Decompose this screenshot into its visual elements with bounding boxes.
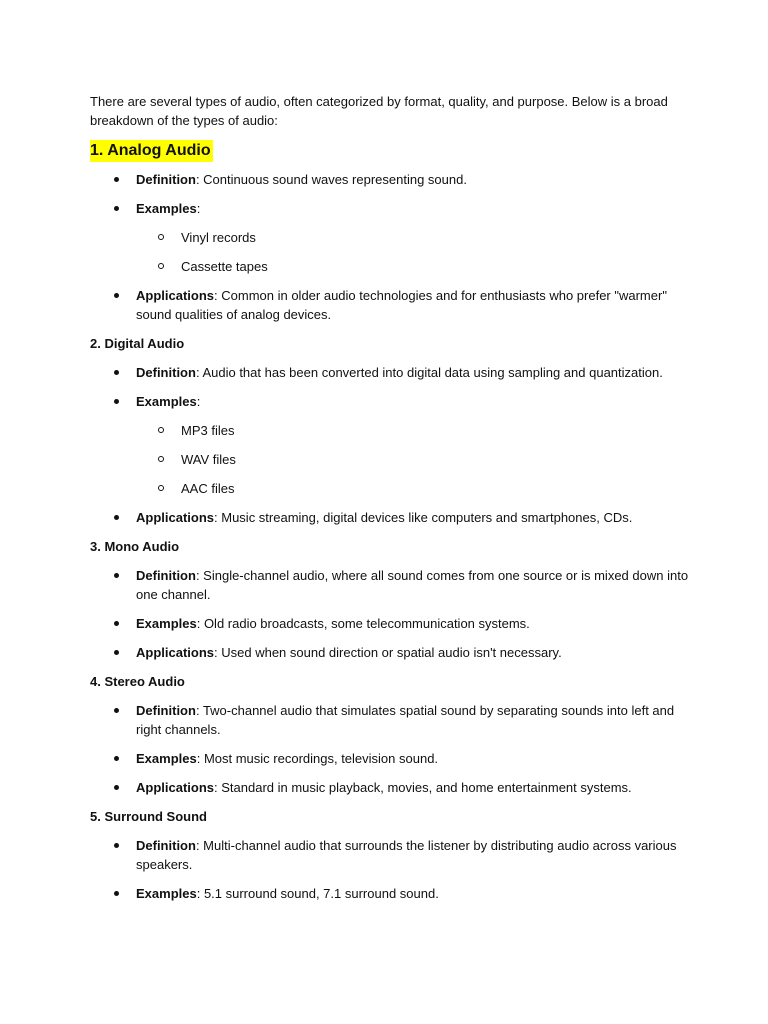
sub-bullet-item <box>136 450 690 469</box>
sub-bullet-item <box>136 228 690 247</box>
mono-bullet-list <box>90 566 690 662</box>
bullet-icon <box>114 370 119 375</box>
examples-text: 5.1 surround sound, 7.1 surround sound. <box>203 886 439 901</box>
sub-bullet-item <box>136 421 690 440</box>
applications-label: Applications <box>136 780 215 795</box>
examples-label: Examples <box>136 886 197 901</box>
bullet-item <box>90 199 690 276</box>
bullet-icon <box>114 293 119 298</box>
document-content <box>90 92 690 913</box>
bullet-icon <box>114 399 119 404</box>
bullet-item <box>90 566 690 604</box>
colon-separator: : <box>196 394 201 409</box>
bullet-item <box>90 392 690 498</box>
definition-label: Definition <box>136 838 196 853</box>
bullet-icon <box>114 650 119 655</box>
bullet-item <box>90 701 690 739</box>
examples-text: Old radio broadcasts, some telecommunication systems. <box>203 616 530 631</box>
bullet-icon <box>114 573 119 578</box>
surround-bullet-list <box>90 836 690 903</box>
colon-separator: : <box>195 365 203 380</box>
examples-text: Most music recordings, television sound. <box>203 751 439 766</box>
hollow-circle-icon <box>158 485 164 491</box>
stereo-bullet-list <box>90 701 690 797</box>
colon-separator: : <box>196 751 204 766</box>
bullet-item <box>90 286 690 324</box>
sub-bullet-item <box>136 479 690 498</box>
definition-label: Definition <box>136 172 196 187</box>
colon-separator: : <box>214 780 222 795</box>
section-analog <box>90 140 690 170</box>
example-text: WAV files <box>181 452 236 467</box>
examples-sublist <box>136 228 690 276</box>
definition-text: Audio that has been converted into digital data using sampling and quantization. <box>202 365 663 380</box>
definition-text: Multi-channel audio that surrounds the listener by distributing audio across various speakers. <box>136 838 677 872</box>
bullet-icon <box>114 708 119 713</box>
intro-paragraph: There are several types of audio, often categorized by format, quality, and purpose. Below is a broad breakdown of the types of audio: <box>90 94 668 128</box>
example-text: MP3 files <box>181 423 235 438</box>
hollow-circle-icon <box>158 234 164 240</box>
colon-separator: : <box>195 703 203 718</box>
colon-separator: : <box>196 201 201 216</box>
bullet-item <box>90 778 690 797</box>
bullet-icon <box>114 891 119 896</box>
section-heading: 2. Digital Audio <box>90 336 185 351</box>
digital-bullet-list <box>90 363 690 527</box>
examples-sublist <box>136 421 690 498</box>
bullet-icon <box>114 756 119 761</box>
colon-separator: : <box>214 288 222 303</box>
examples-label: Examples <box>136 616 197 631</box>
example-text: Cassette tapes <box>181 259 268 274</box>
example-text: AAC files <box>181 481 235 496</box>
definition-label: Definition <box>136 568 196 583</box>
applications-text: Common in older audio technologies and for enthusiasts who prefer "warmer" sound qualities of analog devices. <box>136 288 667 322</box>
bullet-item <box>90 836 690 874</box>
applications-text: Standard in music playback, movies, and home entertainment systems. <box>221 780 632 795</box>
bullet-icon <box>114 515 119 520</box>
hollow-circle-icon <box>158 427 164 433</box>
bullet-item <box>90 643 690 662</box>
applications-text: Music streaming, digital devices like computers and smartphones, CDs. <box>221 510 633 525</box>
analog-bullet-list <box>90 170 690 324</box>
bullet-item <box>90 363 690 382</box>
definition-label: Definition <box>136 365 196 380</box>
bullet-icon <box>114 621 119 626</box>
section-heading: 4. Stereo Audio <box>90 674 185 689</box>
bullet-item <box>90 614 690 633</box>
applications-text: Used when sound direction or spatial audio isn't necessary. <box>221 645 562 660</box>
applications-label: Applications <box>136 288 215 303</box>
section-heading: 3. Mono Audio <box>90 539 180 554</box>
examples-label: Examples <box>136 201 197 216</box>
examples-label: Examples <box>136 394 197 409</box>
applications-label: Applications <box>136 510 215 525</box>
bullet-item <box>90 749 690 768</box>
bullet-item <box>90 508 690 527</box>
example-text: Vinyl records <box>181 230 256 245</box>
examples-label: Examples <box>136 751 197 766</box>
section-heading-highlighted: 1. Analog Audio <box>90 140 213 162</box>
definition-text: Two-channel audio that simulates spatial sound by separating sounds into left and right channels. <box>136 703 675 737</box>
colon-separator: : <box>214 645 222 660</box>
applications-label: Applications <box>136 645 215 660</box>
bullet-item <box>90 884 690 903</box>
sub-bullet-item <box>136 257 690 276</box>
definition-text: Continuous sound waves representing sound. <box>203 172 467 187</box>
definition-text: Single-channel audio, where all sound comes from one source or is mixed down into one channel. <box>136 568 689 602</box>
hollow-circle-icon <box>158 456 164 462</box>
colon-separator: : <box>196 616 204 631</box>
colon-separator: : <box>195 568 204 583</box>
colon-separator: : <box>196 886 204 901</box>
section-heading: 5. Surround Sound <box>90 809 207 824</box>
bullet-item <box>90 170 690 189</box>
colon-separator: : <box>195 838 204 853</box>
definition-label: Definition <box>136 703 196 718</box>
bullet-icon <box>114 177 119 182</box>
colon-separator: : <box>195 172 204 187</box>
hollow-circle-icon <box>158 263 164 269</box>
colon-separator: : <box>214 510 222 525</box>
bullet-icon <box>114 843 119 848</box>
bullet-icon <box>114 785 119 790</box>
bullet-icon <box>114 206 119 211</box>
